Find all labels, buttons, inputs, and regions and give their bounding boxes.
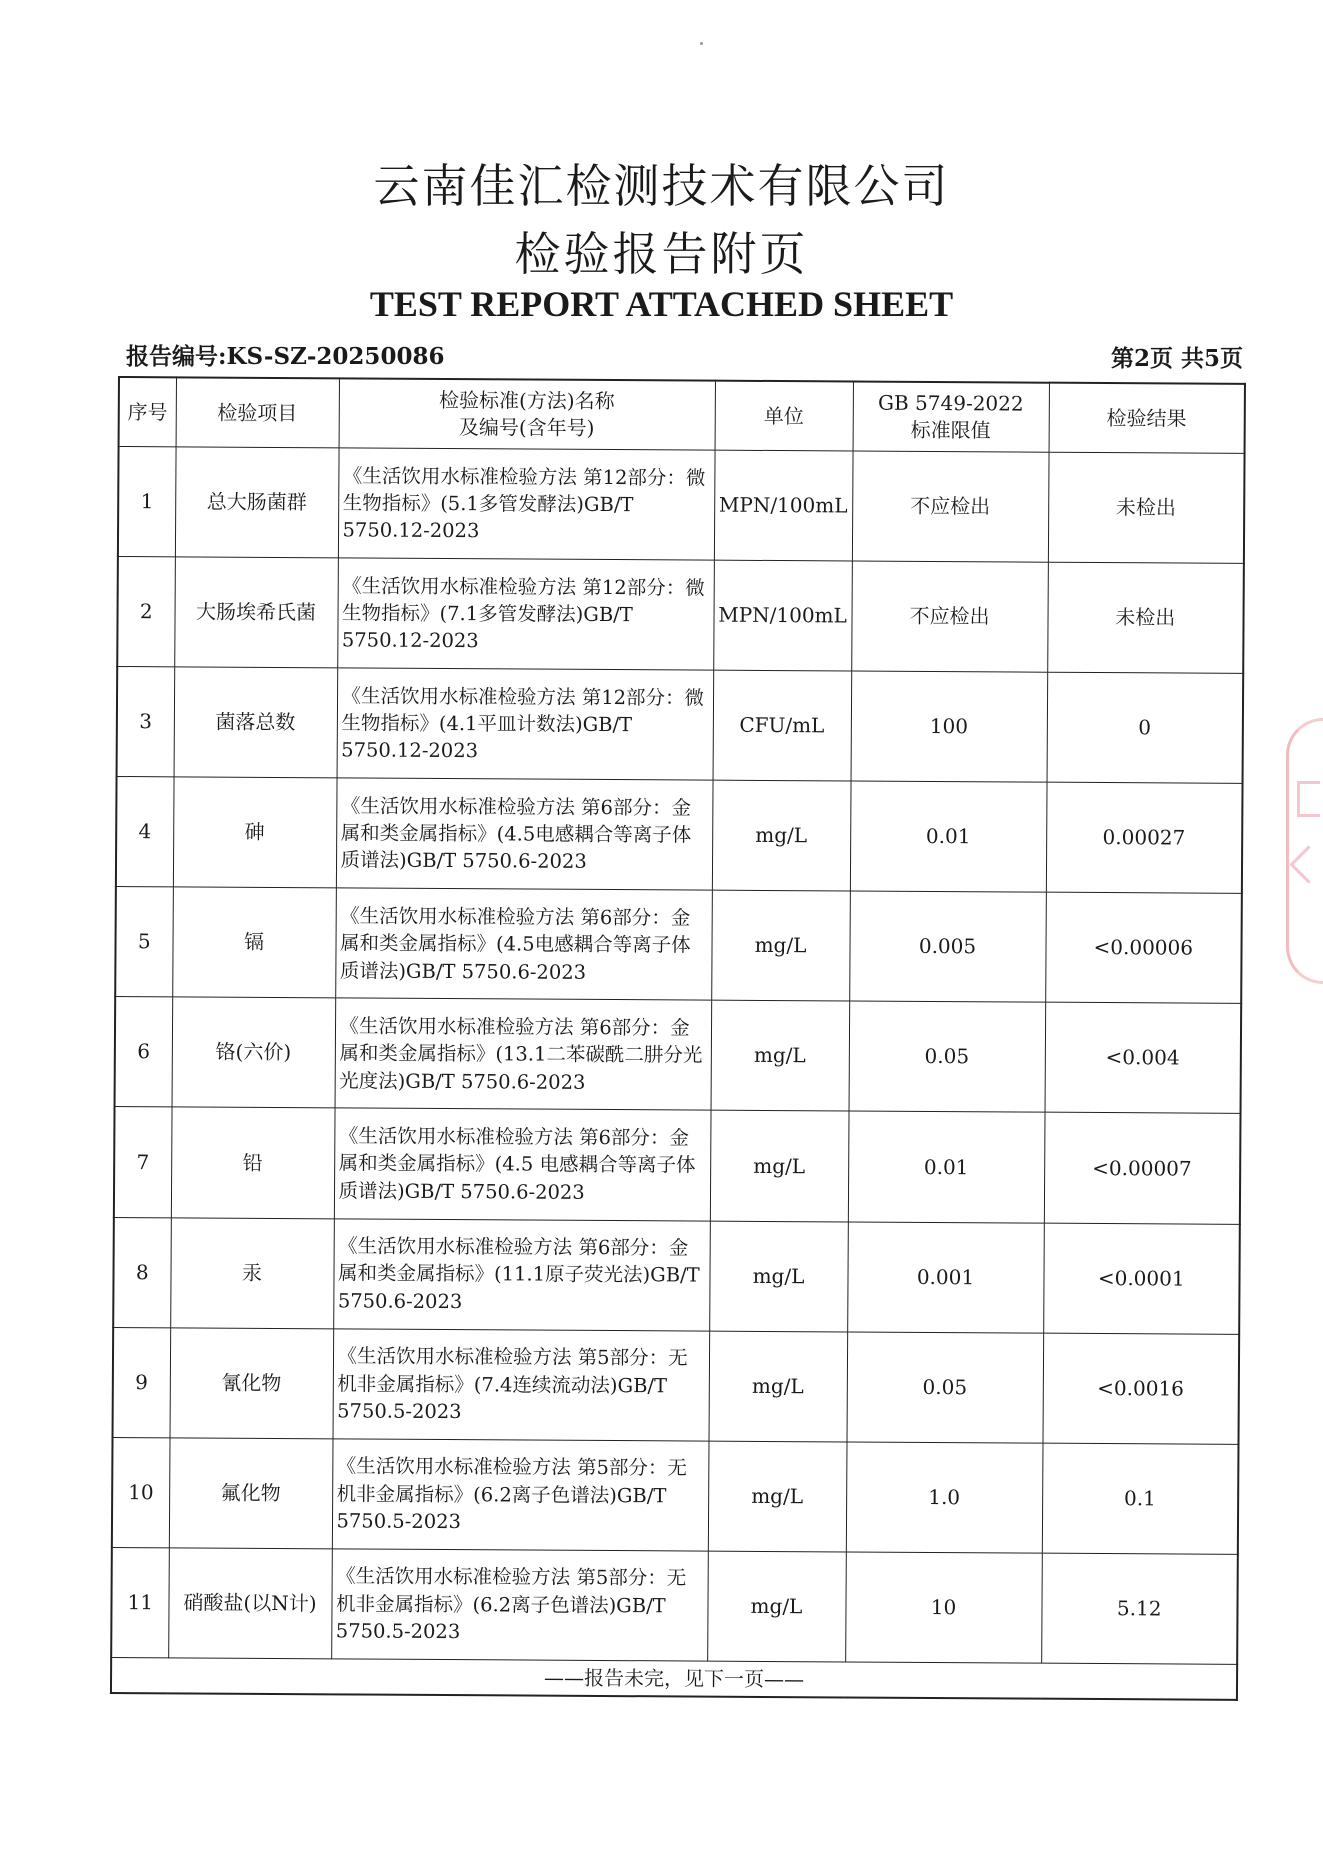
- header-method: [339, 378, 715, 450]
- cell-limit: 0.01: [848, 1111, 1045, 1222]
- report-number: 报告编号:KS-SZ-20250086: [126, 343, 445, 370]
- cell-unit: mg/L: [708, 1441, 847, 1552]
- table-row: [117, 667, 1244, 784]
- cell-unit: mg/L: [707, 1551, 846, 1662]
- company-name: 云南佳汇检测技术有限公司: [373, 159, 950, 213]
- cell-item: 砷: [173, 777, 337, 888]
- cell-no: 2: [117, 557, 175, 667]
- table-row: [115, 887, 1242, 1004]
- document-title: 检验报告附页: [514, 227, 809, 281]
- cell-limit: 不应检出: [852, 451, 1049, 562]
- cell-limit: 不应检出: [851, 561, 1048, 672]
- cell-result: 0.1: [1042, 1443, 1239, 1554]
- cell-item: 菌落总数: [174, 667, 338, 778]
- cell-method: 《生活饮用水标准检验方法 第6部分：金属和类金属指标》(13.1二苯碳酰二肼分光光度法)GB/T 5750.6-2023: [335, 998, 712, 1110]
- cell-unit: MPN/100mL: [713, 560, 852, 671]
- cell-item: 氰化物: [170, 1327, 334, 1438]
- cell-method: 《生活饮用水标准检验方法 第12部分：微生物指标》(4.1平皿计数法)GB/T 5750.12-2023: [337, 668, 714, 780]
- cell-no: 1: [118, 447, 176, 557]
- cell-item: 总大肠菌群: [175, 447, 339, 558]
- cell-item: 铬(六价): [172, 997, 336, 1108]
- cell-limit: 10: [845, 1552, 1042, 1663]
- table-row: [112, 1437, 1239, 1554]
- cell-no: 9: [113, 1327, 171, 1437]
- cell-item: 氟化物: [169, 1438, 333, 1549]
- cell-unit: mg/L: [710, 1111, 849, 1222]
- header-method-line2: 及编号(含年号): [458, 415, 595, 440]
- continuation-note: ——报告未完，见下一页——: [111, 1657, 1237, 1699]
- header-limit-line1: GB 5749-2022: [877, 390, 1024, 416]
- cell-no: 4: [116, 777, 174, 887]
- cell-no: 5: [115, 887, 173, 997]
- cell-item: 铅: [171, 1107, 335, 1218]
- cell-method: 《生活饮用水标准检验方法 第5部分：无机非金属指标》(6.2离子色谱法)GB/T 5750.5-2023: [331, 1549, 708, 1662]
- cell-method: 《生活饮用水标准检验方法 第5部分：无机非金属指标》(6.2离子色谱法)GB/T 5750.5-2023: [332, 1439, 709, 1551]
- header-method-line1: 检验标准(方法)名称: [438, 387, 615, 414]
- cell-method: 《生活饮用水标准检验方法 第6部分：金属和类金属指标》(4.5 电感耦合等离子体质谱法)GB/T 5750.6-2023: [334, 1108, 711, 1220]
- cell-result: 未检出: [1048, 452, 1245, 563]
- cell-method: 《生活饮用水标准检验方法 第6部分：金属和类金属指标》(11.1原子荧光法)GB/T 5750.6-2023: [333, 1218, 710, 1330]
- cell-unit: mg/L: [712, 780, 851, 891]
- cell-result: 0: [1047, 672, 1244, 783]
- cell-no: 3: [117, 667, 175, 777]
- scan-speck: [700, 42, 703, 45]
- table-row: [117, 557, 1244, 674]
- cell-unit: mg/L: [709, 1331, 848, 1442]
- cell-method: 《生活饮用水标准检验方法 第6部分：金属和类金属指标》(4.5电感耦合等离子体质谱法)GB/T 5750.6-2023: [335, 888, 712, 1000]
- cell-result: <0.0001: [1043, 1223, 1240, 1334]
- cell-no: 7: [114, 1107, 172, 1217]
- cell-method: 《生活饮用水标准检验方法 第12部分：微生物指标》(7.1多管发酵法)GB/T 5750.12-2023: [337, 558, 714, 670]
- cell-result: 0.00027: [1046, 782, 1243, 893]
- table-row: [111, 1547, 1238, 1664]
- cell-result: 5.12: [1041, 1553, 1238, 1664]
- cell-item: 镉: [172, 887, 336, 998]
- table-row: [113, 1217, 1240, 1334]
- header-limit: [853, 381, 1049, 452]
- cell-method: 《生活饮用水标准检验方法 第6部分：金属和类金属指标》(4.5电感耦合等离子体质谱法)GB/T 5750.6-2023: [336, 778, 713, 890]
- cell-result: <0.0016: [1043, 1333, 1240, 1444]
- cell-limit: 0.005: [849, 891, 1046, 1002]
- document-title-english: TEST REPORT ATTACHED SHEET: [369, 284, 954, 324]
- cell-result: <0.004: [1045, 1003, 1242, 1114]
- header-limit-line2: 标准限值: [910, 417, 991, 443]
- cell-no: 11: [111, 1547, 169, 1658]
- table-row: [115, 997, 1242, 1114]
- table-row: [116, 777, 1243, 894]
- cell-limit: 0.05: [849, 1001, 1046, 1112]
- cell-unit: mg/L: [709, 1221, 848, 1332]
- cell-unit: mg/L: [711, 890, 850, 1001]
- header-no: 序号: [119, 377, 176, 447]
- cell-unit: mg/L: [711, 1001, 850, 1112]
- cell-item: 汞: [170, 1217, 334, 1328]
- cell-no: 6: [115, 997, 173, 1107]
- table-header-row: [119, 377, 1245, 453]
- cell-no: 10: [112, 1437, 170, 1547]
- header-item: 检验项目: [176, 377, 339, 447]
- cell-limit: 100: [851, 671, 1048, 782]
- cell-item: 大肠埃希氏菌: [174, 557, 338, 668]
- cell-result: <0.00006: [1045, 892, 1242, 1003]
- cell-result: <0.00007: [1044, 1113, 1241, 1224]
- header-result: 检验结果: [1049, 383, 1245, 454]
- cell-limit: 1.0: [846, 1442, 1043, 1553]
- cell-no: 8: [113, 1217, 171, 1327]
- seal-stamp-fragment: [1286, 718, 1323, 984]
- cell-result: 未检出: [1047, 562, 1244, 673]
- cell-unit: CFU/mL: [713, 670, 852, 781]
- table-row: [114, 1107, 1241, 1224]
- table-row: [118, 447, 1245, 564]
- cell-limit: 0.01: [850, 781, 1047, 892]
- table-footer-row: [111, 1657, 1237, 1699]
- results-table: [110, 376, 1246, 1701]
- header-unit: 单位: [715, 381, 853, 451]
- cell-limit: 0.001: [847, 1222, 1044, 1333]
- cell-method: 《生活饮用水标准检验方法 第12部分：微生物指标》(5.1多管发酵法)GB/T 5750.12-2023: [338, 448, 715, 560]
- cell-item: 硝酸盐(以N计): [168, 1548, 332, 1659]
- cell-limit: 0.05: [847, 1332, 1044, 1443]
- cell-method: 《生活饮用水标准检验方法 第5部分：无机非金属指标》(7.4连续流动法)GB/T 5750.5-2023: [333, 1328, 710, 1440]
- cell-unit: MPN/100mL: [714, 450, 853, 561]
- page-number: 第2页 共5页: [1110, 345, 1243, 372]
- table-row: [113, 1327, 1240, 1444]
